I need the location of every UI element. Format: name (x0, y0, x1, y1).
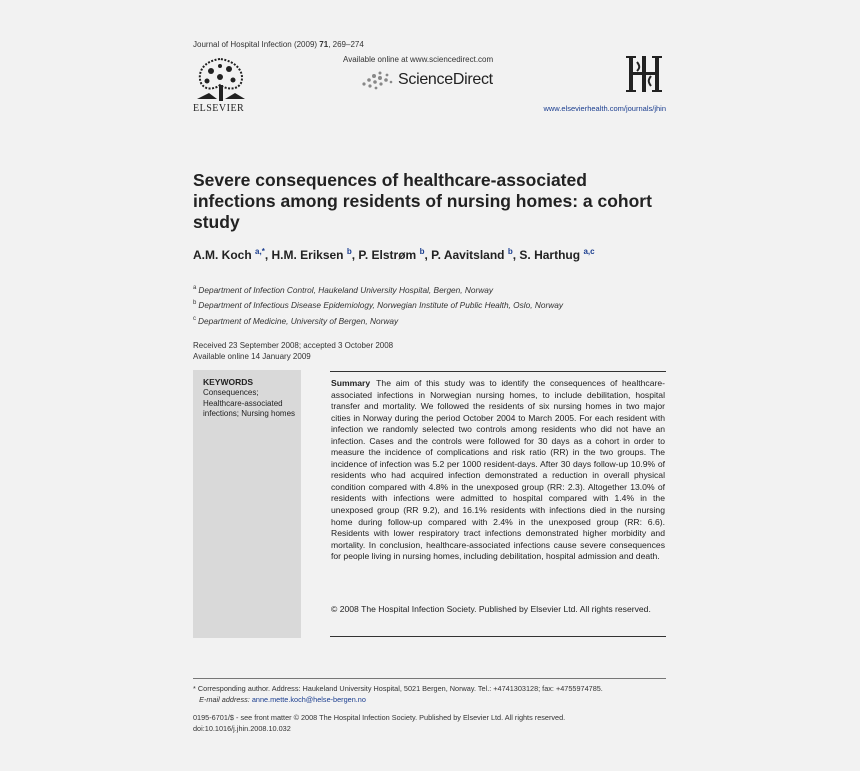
sciencedirect-wordmark: ScienceDirect (398, 71, 493, 88)
available-date: Available online 14 January 2009 (193, 352, 311, 361)
keywords-heading: KEYWORDS (203, 377, 254, 387)
article-title: Severe consequences of healthcare-associated infections among residents of nursing homes: a cohort study (193, 170, 652, 232)
corresponding-author-footnote (193, 684, 666, 705)
journal-reference (193, 40, 364, 49)
journal-volume: 71 (319, 40, 329, 49)
author[interactable]: P. Elstrøm $^b$ (358, 247, 425, 262)
author-affiliation-marker[interactable]: a,c (583, 247, 595, 256)
front-matter (193, 713, 565, 734)
author-affiliation-marker[interactable]: b (507, 247, 513, 256)
summary-top-rule (330, 371, 666, 372)
author[interactable]: A.M. Koch $^{a,*}$ (193, 247, 265, 262)
received-date: Received 23 September 2008; accepted 3 October 2008 (193, 341, 394, 350)
affiliation-list (193, 282, 563, 328)
affiliation: $^a$ Department of Infection Control, Haukeland University Hospital, Bergen, Norway (193, 284, 494, 295)
email-label: E-mail address: (199, 694, 250, 704)
author-affiliation-marker[interactable]: a,* (255, 247, 265, 256)
journal-pages: , 269–274 (328, 40, 364, 49)
email-line (193, 695, 666, 706)
copyright-notice: © 2008 The Hospital Infection Society. Published by Elsevier Ltd. All rights reserved. (331, 604, 651, 614)
author[interactable]: H.M. Eriksen $^b$ (271, 247, 352, 262)
summary-abstract (331, 378, 665, 563)
summary-label: Summary (331, 378, 371, 388)
summary-bottom-rule (330, 636, 666, 637)
sciencedirect-logo (360, 68, 493, 92)
keywords-list: Consequences; Healthcare-associated infections; Nursing homes (203, 388, 296, 418)
front-matter-line: 0195-6701/$ - see front matter © 2008 The Hospital Infection Society. Published by Elsevier Ltd. All rights reserved. (193, 713, 566, 722)
journal-name: Journal of Hospital Infection (2009) (193, 40, 320, 49)
elsevier-wordmark: ELSEVIER (193, 103, 245, 114)
footnote-rule (193, 678, 666, 679)
summary-text: The aim of this study was to identify the consequences of healthcare-associated infections in Norwegian nursing homes, to include debilitation, hospital transfer and mortality. We followed the residents of six nursing homes in two major cities in Norway during the period October 2004 to March 2005. For each resident with infection we randomly selected two controls among residents who did not have an infection. Cases and the controls were followed for 30 days as a cohort in order to measure the incidence of complications and risk ratio (RR) in the two groups. The incidence of infection was 5.2 per 1000 resident-days. After 30 days follow-up 10.9% of residents who had acquired infection demonstrated a reduction in overall physical condition compared with 4.8% in the unexposed group (RR: 2.3). Altogether 13.0% of residents with infections were admitted to hospital compared with 1.4% in the unexposed group (RR 9.2), and 16.1% residents with infections died in the nursing home during follow-up compared with 2.4% in the unexposed group (RR: 6.6). Residents with lower respiratory tract infections demonstrated higher morbidity and mortality. In conclusion, healthcare-associated infections cause severe consequences for people living in nursing homes, including debilitation, hospital admission and death. (331, 378, 665, 562)
keywords-box (193, 370, 301, 638)
author-list: A.M. Koch $^{a,*}$, H.M. Eriksen $^b$, P. Elstrøm $^b$, P. Aavitsland $^b$, S. Harthug $^{a,c}$ (193, 247, 595, 262)
author-affiliation-marker[interactable]: b (346, 247, 352, 256)
sciencedirect-dots-icon (360, 70, 394, 90)
author[interactable]: P. Aavitsland $^b$ (431, 247, 513, 262)
affiliation: $^b$ Department of Infectious Disease Epidemiology, Norwegian Institute of Public Health, Oslo, Norway (193, 300, 563, 311)
doi-link[interactable]: doi:10.1016/j.jhin.2008.10.032 (193, 723, 291, 733)
article-dates (193, 340, 393, 362)
author[interactable]: S. Harthug $^{a,c}$ (519, 247, 595, 262)
author-affiliation-marker[interactable]: b (419, 247, 425, 256)
journal-url-link[interactable]: www.elsevierhealth.com/journals/jhin (543, 104, 666, 113)
affiliation: $^c$ Department of Medicine, University of Bergen, Norway (193, 315, 399, 326)
email-link[interactable]: anne.mette.koch@helse-bergen.no (251, 694, 366, 704)
hospital-infection-society-logo (626, 54, 662, 94)
available-online-notice: Available online at www.sciencedirect.com (343, 55, 494, 64)
corresponding-address: * Corresponding author. Address: Haukeland University Hospital, 5021 Bergen, Norway. Tel.: +4741303128; fax: +4755974785. (193, 684, 603, 693)
